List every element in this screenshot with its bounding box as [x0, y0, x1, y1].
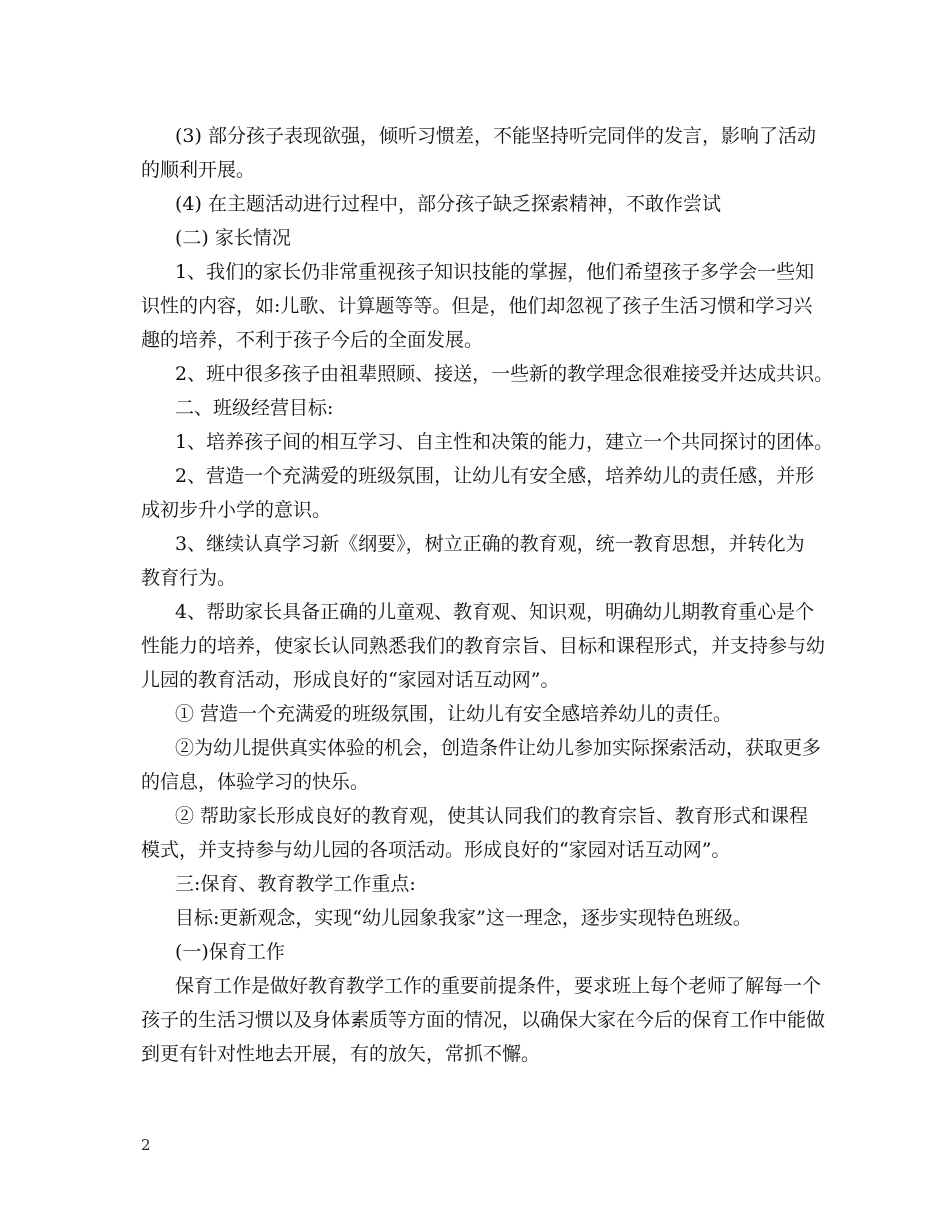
text-line: 保育工作是做好教育教学工作的重要前提条件，要求班上每个老师了解每一个 — [175, 975, 822, 997]
text-line: 的信息，体验学习的快乐。 — [141, 771, 370, 793]
text-line: 到更有针对性地去开展，有的放矢，常抓不懈。 — [141, 1043, 541, 1065]
text-line: 识性的内容，如:儿歌、计算题等等。但是，他们却忽视了孩子生活习惯和学习兴 — [141, 295, 813, 317]
text-line: 成初步升小学的意识。 — [141, 499, 332, 521]
text-line: 儿园的教育活动，形成良好的“家园对话互动网”。 — [141, 669, 560, 691]
text-line: 1、培养孩子间的相互学习、自主性和决策的能力，建立一个共同探讨的团体。 — [175, 431, 834, 453]
text-line: 4、帮助家长具备正确的儿童观、教育观、知识观，明确幼儿期教育重心是个 — [175, 601, 815, 623]
page-number: 2 — [141, 1136, 151, 1154]
text-line: 三:保育、教育教学工作重点: — [175, 873, 416, 895]
text-line: 2、营造一个充满爱的班级氛围，让幼儿有安全感，培养幼儿的责任感，并形 — [175, 465, 815, 487]
text-line: 性能力的培养，使家长认同熟悉我们的教育宗旨、目标和课程形式，并支持参与幼 — [141, 635, 826, 657]
text-line: 1、我们的家长仍非常重视孩子知识技能的掌握，他们希望孩子多学会一些知 — [175, 261, 815, 283]
text-line: 的顺利开展。 — [141, 159, 256, 181]
text-line: 3、继续认真学习新《纲要》，树立正确的教育观，统一教育思想，并转化为 — [175, 533, 805, 555]
text-line: 模式，并支持参与幼儿园的各项活动。形成良好的“家园对话互动网”。 — [141, 839, 731, 861]
text-line: ① 营造一个充满爱的班级氛围，让幼儿有安全感培养幼儿的责任。 — [175, 703, 733, 725]
text-line: 二、班级经营目标: — [175, 397, 334, 419]
text-line: (3) 部分孩子表现欲强，倾听习惯差，不能坚持听完同伴的发言，影响了活动 — [175, 125, 816, 147]
text-line: ② 帮助家长形成良好的教育观，使其认同我们的教育宗旨、教育形式和课程 — [175, 805, 809, 827]
text-line: 教育行为。 — [141, 567, 237, 589]
document-body — [141, 119, 834, 1071]
text-line: (一)保育工作 — [175, 941, 285, 963]
text-line: 2、班中很多孩子由祖辈照顾、接送，一些新的教学理念很难接受并达成共识。 — [175, 363, 834, 385]
text-line: (二) 家长情况 — [175, 227, 291, 249]
text-line: 孩子的生活习惯以及身体素质等方面的情况，以确保大家在今后的保育工作中能做 — [141, 1009, 826, 1031]
text-line: 趣的培养，不利于孩子今后的全面发展。 — [141, 329, 484, 351]
text-line: (4) 在主题活动进行过程中，部分孩子缺乏探索精神，不敢作尝试 — [175, 193, 721, 215]
text-line: 目标:更新观念，实现“幼儿园象我家”这一理念，逐步实现特色班级。 — [175, 907, 752, 929]
text-line: ②为幼儿提供真实体验的机会，创造条件让幼儿参加实际探索活动，获取更多 — [175, 737, 822, 759]
